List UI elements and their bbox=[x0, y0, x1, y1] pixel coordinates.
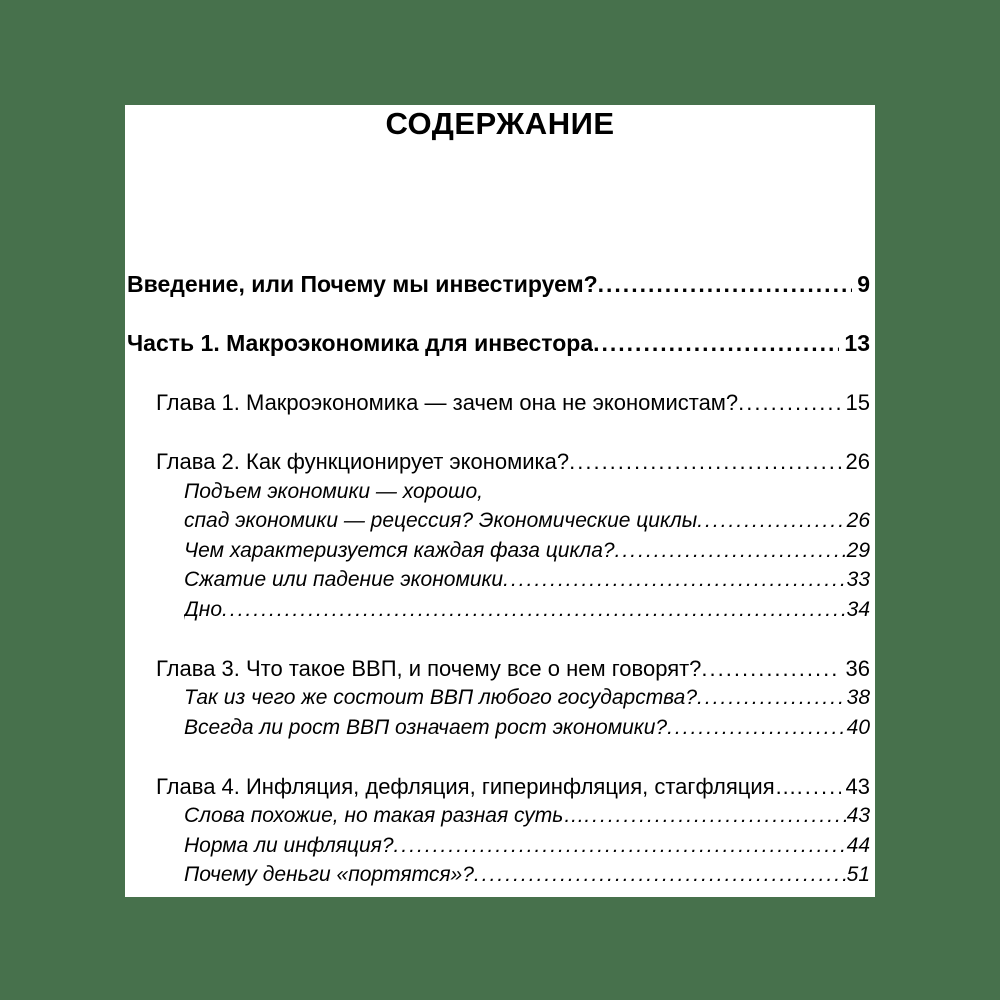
dot-leader bbox=[701, 654, 840, 684]
entry-text: Почему деньги «портятся»? bbox=[184, 863, 474, 886]
dot-leader bbox=[593, 329, 839, 359]
dot-leader bbox=[697, 506, 845, 536]
entry-page: 15 bbox=[845, 390, 870, 415]
entry-text: Глава 1. Макроэкономика — зачем она не экономистам? bbox=[156, 390, 739, 415]
entry-page: 36 bbox=[845, 655, 870, 681]
entry-text: Глава 2. Как функционирует экономика? bbox=[156, 449, 570, 474]
entry-page: 33 bbox=[846, 568, 870, 591]
entry-text: Введение, или Почему мы инвестируем? bbox=[127, 271, 598, 297]
entry-text: Подъем экономики — хорошо, bbox=[184, 479, 483, 503]
entry-page: 38 bbox=[846, 686, 870, 709]
entry-text: спад экономики — рецессия? Экономические циклы bbox=[184, 509, 698, 532]
entry-page: 43 bbox=[846, 804, 870, 827]
toc-entry bbox=[127, 565, 870, 595]
entry-page: 13 bbox=[844, 330, 870, 356]
toc-entry bbox=[127, 831, 870, 861]
dot-leader bbox=[394, 831, 846, 861]
entry-text: Дно bbox=[184, 597, 223, 621]
toc-entry bbox=[127, 536, 870, 566]
entry-text: Глава 3. Что такое ВВП, и почему все о нем говорят? bbox=[156, 655, 702, 681]
toc-entry bbox=[127, 506, 870, 536]
toc-entry bbox=[127, 595, 870, 625]
toc-entry bbox=[127, 270, 870, 300]
toc-list bbox=[125, 270, 875, 890]
toc-entry bbox=[127, 447, 870, 477]
entry-text: Норма ли инфляция? bbox=[184, 833, 394, 857]
entry-page: 26 bbox=[845, 449, 870, 474]
toc-entry bbox=[127, 477, 870, 507]
toc-entry bbox=[127, 329, 870, 359]
entry-page: 43 bbox=[845, 773, 870, 799]
entry-text: Глава 4. Инфляция, дефляция, гиперинфляция, стагфляция… bbox=[156, 773, 797, 799]
dot-leader bbox=[598, 270, 853, 300]
dot-leader bbox=[222, 595, 846, 625]
toc-entry bbox=[127, 860, 870, 890]
entry-page: 40 bbox=[846, 715, 870, 739]
dot-leader bbox=[697, 683, 846, 713]
dot-leader bbox=[584, 801, 845, 831]
entry-text: Чем характеризуется каждая фаза цикла? bbox=[184, 538, 615, 562]
toc-entry bbox=[127, 772, 870, 802]
entry-text: Сжатие или падение экономики bbox=[184, 568, 504, 591]
dot-leader bbox=[474, 860, 846, 890]
dot-leader bbox=[738, 388, 840, 418]
toc-entry bbox=[127, 801, 870, 831]
toc-entry bbox=[127, 713, 870, 743]
dot-leader bbox=[797, 772, 841, 802]
toc-title: СОДЕРЖАНИЕ bbox=[385, 106, 615, 141]
entry-text: Слова похожие, но такая разная суть… bbox=[184, 804, 585, 827]
dot-leader bbox=[569, 447, 840, 477]
book-page bbox=[125, 105, 875, 897]
dot-leader bbox=[503, 565, 846, 595]
toc-entry bbox=[127, 654, 870, 684]
entry-page: 26 bbox=[846, 509, 870, 532]
toc-entry bbox=[127, 683, 870, 713]
entry-page: 51 bbox=[846, 863, 870, 886]
entry-page: 34 bbox=[846, 597, 870, 621]
toc-entry bbox=[127, 388, 870, 418]
entry-page: 29 bbox=[846, 538, 870, 562]
entry-text: Так из чего же состоит ВВП любого государства? bbox=[184, 686, 698, 709]
entry-page: 9 bbox=[857, 271, 870, 297]
dot-leader bbox=[667, 713, 846, 743]
dot-leader bbox=[615, 536, 846, 566]
entry-page: 44 bbox=[846, 833, 870, 857]
entry-text: Всегда ли рост ВВП означает рост экономики? bbox=[184, 715, 668, 739]
entry-text: Часть 1. Макроэкономика для инвестора bbox=[127, 330, 594, 356]
